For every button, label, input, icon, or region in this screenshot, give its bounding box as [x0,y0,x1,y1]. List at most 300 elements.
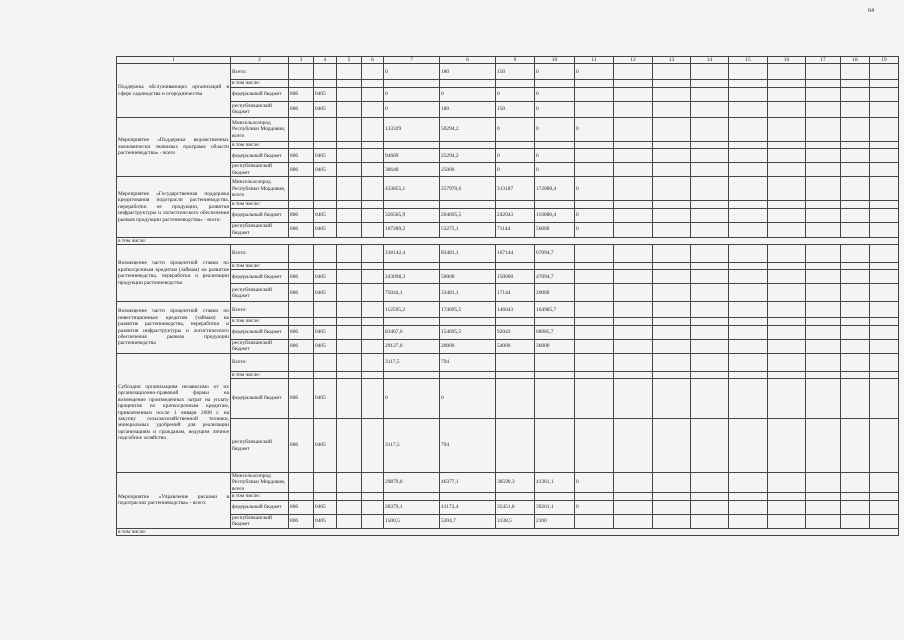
column-number: 9 [496,57,535,64]
funding-source: Всего: [231,302,289,318]
amount-cell: 29879,6 [384,473,440,493]
amount-cell: 38640 [384,163,440,177]
amount-cell [653,419,691,473]
amount-cell [440,371,496,378]
amount-cell [691,339,729,353]
amount-cell [870,80,899,87]
rzpr-code: 0405 [314,339,337,353]
funding-source: федеральный бюджет [231,325,289,339]
grbs-code [289,318,314,325]
amount-cell [729,339,768,353]
amount-cell [614,208,653,222]
table-row [117,117,899,141]
amount-cell [653,325,691,339]
amount-cell: 0 [535,163,575,177]
subtotal-label-row [117,237,899,244]
amount-cell [653,208,691,222]
amount-cell [768,208,806,222]
grbs-code [289,353,314,371]
column-number: 15 [729,57,768,64]
amount-cell [841,325,870,339]
funding-source: федеральный бюджет [231,379,289,419]
amount-cell [691,500,729,514]
amount-cell: 36000 [535,339,575,353]
amount-cell: 47094,7 [535,270,575,284]
amount-cell: 167144 [496,245,535,263]
amount-cell [870,302,899,318]
amount-cell [575,419,614,473]
cell [362,500,384,514]
amount-cell: 0 [384,379,440,419]
amount-cell [653,117,691,141]
amount-cell [806,371,841,378]
amount-cell [806,514,841,528]
cell [362,222,384,237]
column-number: 2 [231,57,289,64]
amount-cell [691,318,729,325]
amount-cell [870,514,899,528]
amount-cell [614,177,653,201]
amount-cell [691,514,729,528]
amount-cell [841,318,870,325]
amount-cell: 0 [440,379,496,419]
amount-cell [384,318,440,325]
table-row [117,353,899,371]
amount-cell [870,473,899,493]
amount-cell [768,514,806,528]
amount-cell [614,117,653,141]
cell [337,419,362,473]
amount-cell [768,245,806,263]
column-number: 1 [117,57,231,64]
amount-cell [691,208,729,222]
grbs-code: 806 [289,284,314,302]
measure-name: Возмещение части процентной ставки по краткосрочным кредитам (займам) на развитие растениеводства, переработки и реализации продукции растениеводства [117,245,231,302]
amount-cell: 0 [575,473,614,493]
amount-cell [768,500,806,514]
grbs-code [289,177,314,201]
amount-cell [614,141,653,148]
amount-cell: 0 [535,87,575,101]
grbs-code [289,201,314,208]
funding-source: федеральный бюджет [231,149,289,163]
amount-cell [614,379,653,419]
amount-cell [691,270,729,284]
cell [337,80,362,87]
cell [362,270,384,284]
amount-cell [729,245,768,263]
amount-cell: 180 [440,64,496,80]
amount-cell [614,371,653,378]
measure-name: Субсидии организациям независимо от их организационно-правовой формы на возмещение произведенных затрат на уплату процентов по краткосрочным кредитам, привлеченным после 1 января 2008 г. на закупку сельскохозяйственной техники, минеральных удобрений для реализации организациям и гражданам, ведущим личное подсобное хозяйство [117,353,231,472]
amount-cell: 0 [535,64,575,80]
amount-cell [496,201,535,208]
cell [362,263,384,270]
amount-cell [575,493,614,500]
amount-cell [614,263,653,270]
amount-cell [535,80,575,87]
column-number: 18 [841,57,870,64]
amount-cell [870,339,899,353]
rzpr-code [314,141,337,148]
amount-cell [870,371,899,378]
amount-cell: 326565,9 [384,208,440,222]
amount-cell [768,371,806,378]
amount-cell: 107289,2 [384,222,440,237]
amount-cell [841,379,870,419]
amount-cell: 0 [496,117,535,141]
amount-cell [384,201,440,208]
amount-cell [729,80,768,87]
cell [362,149,384,163]
cell [337,339,362,353]
amount-cell [729,284,768,302]
amount-cell [614,514,653,528]
amount-cell [841,263,870,270]
grbs-code: 806 [289,101,314,117]
amount-cell [535,353,575,371]
cell [337,87,362,101]
amount-cell: 50294,2 [440,117,496,141]
amount-cell [729,101,768,117]
table-row [117,101,899,117]
amount-cell [614,353,653,371]
amount-cell [768,80,806,87]
amount-cell [729,318,768,325]
amount-cell: 92043 [496,325,535,339]
amount-cell [440,141,496,148]
amount-cell [440,201,496,208]
table-row [117,514,899,528]
cell [337,325,362,339]
amount-cell [614,149,653,163]
rzpr-code [314,245,337,263]
measure-name: Мероприятие «Государственная поддержка кредитования подотрасли растениеводства, переработки ее продукции, развития инфраструктуры и логистического обеспечения рынков продукции растениеводства» - всего: [117,177,231,237]
amount-cell [614,325,653,339]
amount-cell [806,87,841,101]
table-row [117,149,899,163]
amount-cell [768,201,806,208]
amount-cell [691,201,729,208]
amount-cell [870,222,899,237]
amount-cell [729,149,768,163]
table-row [117,270,899,284]
amount-cell [806,419,841,473]
column-number: 10 [535,57,575,64]
table-row [117,284,899,302]
amount-cell [691,87,729,101]
amount-cell: 3117,5 [384,353,440,371]
amount-cell [841,500,870,514]
amount-cell: 318142,4 [384,245,440,263]
cell [362,339,384,353]
funding-source: федеральный бюджет [231,208,289,222]
amount-cell [729,64,768,80]
amount-cell [729,201,768,208]
amount-cell [384,263,440,270]
amount-cell [806,353,841,371]
amount-cell [653,201,691,208]
grbs-code [289,302,314,318]
amount-cell [729,163,768,177]
amount-cell: 1500,5 [384,514,440,528]
amount-cell [575,270,614,284]
amount-cell: 104985,7 [535,302,575,318]
grbs-code [289,80,314,87]
column-number: 16 [768,57,806,64]
amount-cell [806,222,841,237]
amount-cell [653,101,691,117]
amount-cell: 71144 [496,222,535,237]
amount-cell [806,64,841,80]
amount-cell [575,339,614,353]
column-number: 8 [440,57,496,64]
amount-cell: 41361,1 [535,473,575,493]
amount-cell: 0 [575,208,614,222]
grbs-code: 806 [289,270,314,284]
funding-source: Всего: [231,353,289,371]
column-number: 7 [384,57,440,64]
amount-cell [768,64,806,80]
amount-cell [496,379,535,419]
cell [337,371,362,378]
amount-cell [806,117,841,141]
amount-cell [870,141,899,148]
grbs-code: 806 [289,163,314,177]
amount-cell: 56000 [535,222,575,237]
grbs-code: 806 [289,514,314,528]
amount-cell [870,64,899,80]
amount-cell [841,101,870,117]
amount-cell: 39261,1 [535,500,575,514]
amount-cell [575,379,614,419]
amount-cell [841,149,870,163]
amount-cell [841,339,870,353]
amount-cell [384,371,440,378]
amount-cell: 0 [384,101,440,117]
cell [337,245,362,263]
amount-cell [691,263,729,270]
amount-cell [653,318,691,325]
amount-cell [870,284,899,302]
amount-cell [614,419,653,473]
amount-cell [806,339,841,353]
amount-cell [841,163,870,177]
amount-cell [841,284,870,302]
amount-cell: 17144 [496,284,535,302]
table-row [117,339,899,353]
amount-cell [806,141,841,148]
column-number: 5 [337,57,362,64]
amount-cell [535,263,575,270]
amount-cell [806,163,841,177]
column-number: 13 [653,57,691,64]
amount-cell: 68985,7 [535,325,575,339]
incl-label: в том числе: [117,528,899,535]
cell [362,117,384,141]
amount-cell [841,80,870,87]
amount-cell [575,263,614,270]
rzpr-code [314,493,337,500]
amount-cell [768,163,806,177]
amount-cell [729,473,768,493]
amount-cell: 94689 [384,149,440,163]
amount-cell [575,80,614,87]
amount-cell: 257970,6 [440,177,496,201]
amount-cell: 0 [535,149,575,163]
amount-cell [870,270,899,284]
amount-cell: 0 [575,117,614,141]
cell [362,318,384,325]
measure-name: Мероприятие «Поддержка ведомственных экономически значимых программ области растениеводства» - всего [117,117,231,176]
rzpr-code: 0405 [314,222,337,237]
rzpr-code: 0405 [314,379,337,419]
cell [337,208,362,222]
grbs-code: 806 [289,325,314,339]
amount-cell [841,371,870,378]
cell [337,493,362,500]
amount-cell [691,284,729,302]
amount-cell [806,208,841,222]
funding-source: республиканский бюджет [231,101,289,117]
cell [362,302,384,318]
funding-source: Всего: [231,245,289,263]
amount-cell [535,371,575,378]
column-number: 4 [314,57,337,64]
amount-cell [653,284,691,302]
rzpr-code: 0405 [314,270,337,284]
amount-cell [384,80,440,87]
cell [362,64,384,80]
budget-table [116,56,899,536]
amount-cell: 242043 [496,208,535,222]
amount-cell [440,263,496,270]
funding-source: в том числе: [231,493,289,500]
funding-source: республиканский бюджет [231,284,289,302]
table-row [117,318,899,325]
column-number: 17 [806,57,841,64]
amount-cell [535,141,575,148]
amount-cell [806,80,841,87]
amount-cell [729,353,768,371]
cell [337,177,362,201]
rzpr-code: 0405 [314,87,337,101]
amount-cell [691,222,729,237]
amount-cell [653,473,691,493]
grbs-code [289,64,314,80]
cell [337,64,362,80]
column-number: 14 [691,57,729,64]
amount-cell [806,201,841,208]
amount-cell [653,263,691,270]
funding-source: федеральный бюджет [231,270,289,284]
cell [337,201,362,208]
amount-cell [870,353,899,371]
cell [337,318,362,325]
amount-cell [653,353,691,371]
amount-cell [614,87,653,101]
amount-cell [841,302,870,318]
table-row [117,500,899,514]
amount-cell [806,177,841,201]
amount-cell [870,87,899,101]
amount-cell [806,284,841,302]
amount-cell: 5204,7 [440,514,496,528]
amount-cell [729,117,768,141]
funding-source: в том числе: [231,371,289,378]
table-row [117,80,899,87]
amount-cell [870,379,899,419]
cell [362,473,384,493]
amount-cell: 3138,5 [496,514,535,528]
amount-cell [806,500,841,514]
measure-name: Мероприятие «Управление рисками в подотраслях растениеводства» - всего: [117,473,231,529]
amount-cell: 28379,1 [384,500,440,514]
amount-cell [575,163,614,177]
amount-cell [575,101,614,117]
funding-source: в том числе: [231,263,289,270]
amount-cell [841,64,870,80]
amount-cell [614,339,653,353]
grbs-code [289,473,314,493]
amount-cell [691,379,729,419]
amount-cell [653,141,691,148]
funding-source: федеральный бюджет [231,500,289,514]
amount-cell [729,222,768,237]
amount-cell [806,302,841,318]
amount-cell [384,493,440,500]
funding-source: республиканский бюджет [231,339,289,353]
incl-label: в том числе: [117,237,899,244]
amount-cell [806,149,841,163]
amount-cell [768,149,806,163]
amount-cell [535,493,575,500]
amount-cell [653,177,691,201]
amount-cell [691,101,729,117]
amount-cell: 35451,8 [496,500,535,514]
amount-cell: 794 [440,353,496,371]
cell [337,353,362,371]
rzpr-code: 0405 [314,500,337,514]
amount-cell [440,318,496,325]
amount-cell: 794 [440,419,496,473]
amount-cell [806,101,841,117]
table-row [117,222,899,237]
amount-cell [496,353,535,371]
cell [362,201,384,208]
cell [337,222,362,237]
measure-name: Поддержка обслуживающих организаций в сфере садоводства и огородничества [117,64,231,117]
amount-cell: 174695,5 [440,302,496,318]
grbs-code [289,117,314,141]
grbs-code [289,493,314,500]
amount-cell [841,270,870,284]
amount-cell [768,141,806,148]
amount-cell [806,263,841,270]
amount-cell [841,141,870,148]
amount-cell: 0 [384,64,440,80]
rzpr-code [314,177,337,201]
amount-cell [691,371,729,378]
amount-cell [653,371,691,378]
amount-cell [535,379,575,419]
amount-cell [496,371,535,378]
amount-cell [614,473,653,493]
cell [337,500,362,514]
amount-cell [614,163,653,177]
rzpr-code [314,302,337,318]
amount-cell [691,473,729,493]
